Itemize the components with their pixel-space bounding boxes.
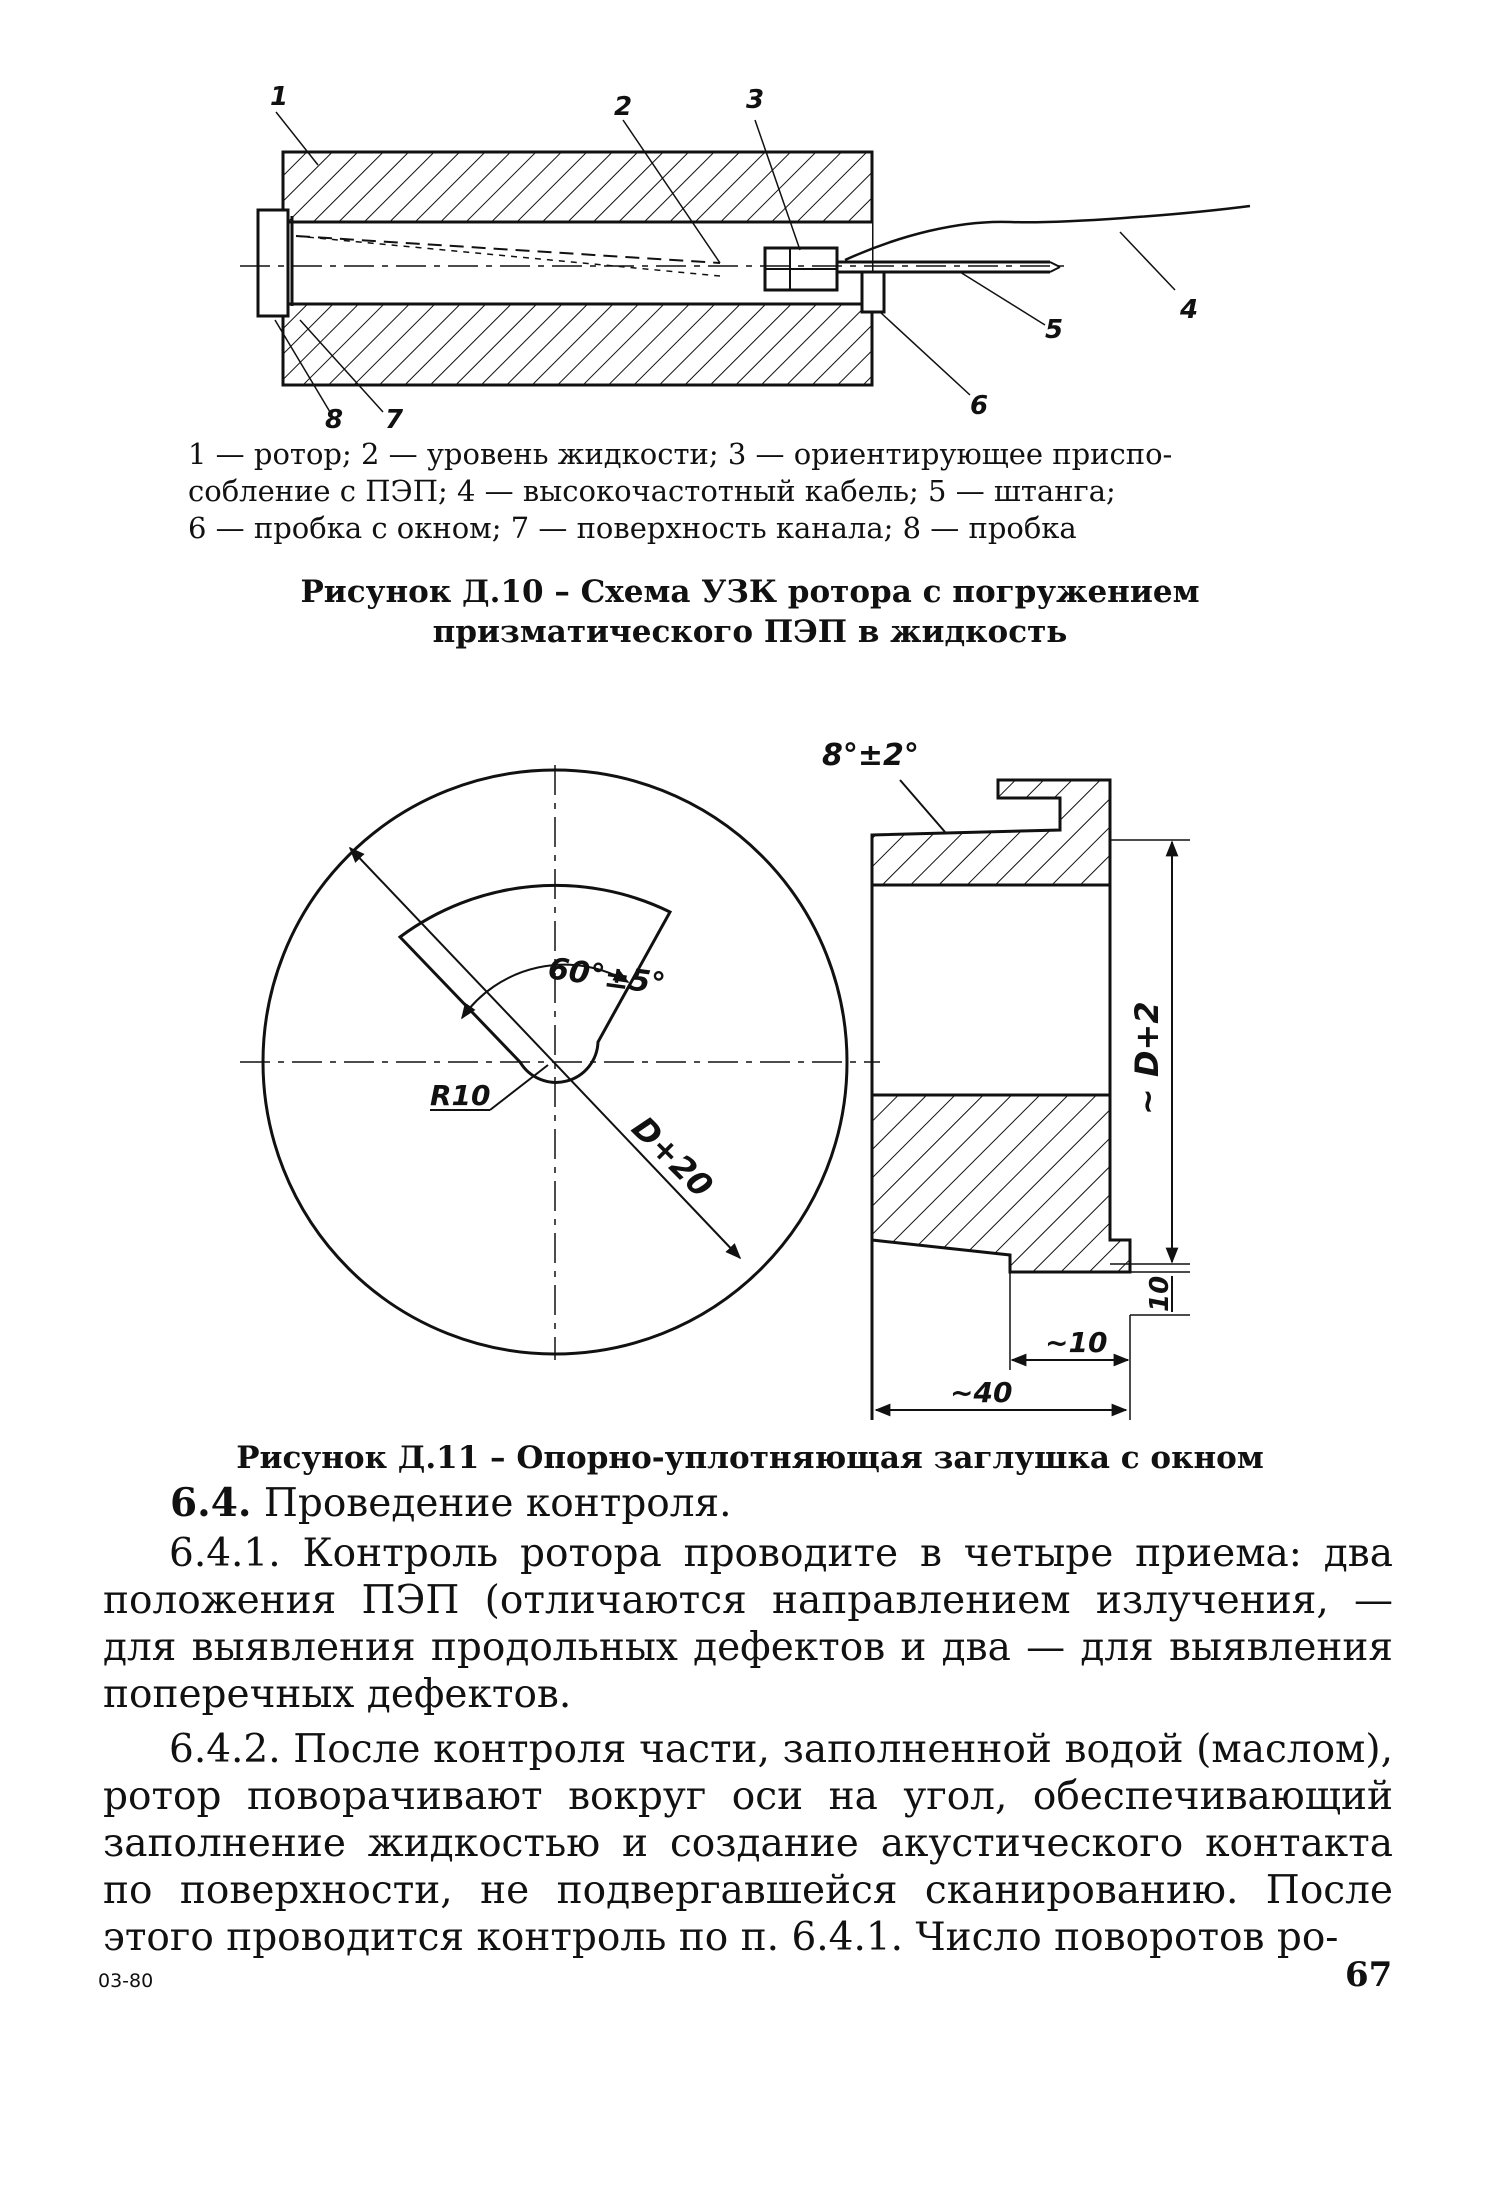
dim-step: 10 xyxy=(1145,1275,1175,1312)
fig1-label-7: 7 xyxy=(385,405,404,430)
dim-radius: R10 xyxy=(430,1079,491,1112)
diameter-dimension xyxy=(350,848,740,1258)
caption-line: Рисунок Д.10 – Схема УЗК ротора с погружением xyxy=(300,574,1200,610)
figure-caption xyxy=(150,572,1350,652)
fig1-label-5: 5 xyxy=(1045,315,1064,345)
section-number: 6.4. xyxy=(170,1480,252,1526)
plug xyxy=(258,210,288,316)
dim-angle-top: 8°±2° xyxy=(822,738,919,773)
fig1-label-6: 6 xyxy=(970,391,989,421)
fig1-label-1: 1 xyxy=(270,82,289,112)
dim-sector: 60°±5° xyxy=(545,951,668,1003)
fig1-label-2: 2 xyxy=(614,92,633,122)
dim-width-10: ~10 xyxy=(1045,1326,1108,1359)
legend-line: собление с ПЭП; 4 — высокочастотный кабель; 5 — штанга; xyxy=(188,474,1116,508)
dim-diameter: D+20 xyxy=(624,1108,721,1205)
plug-window xyxy=(862,272,884,312)
figure-caption-d11: Рисунок Д.11 – Опорно-уплотняющая заглушка с окном xyxy=(236,1440,1264,1476)
figure-plug-drawing xyxy=(0,720,1492,1440)
legend-line: 6 — пробка с окном; 7 — поверхность канала; 8 — пробка xyxy=(188,511,1077,545)
dim-width-40: ~40 xyxy=(950,1376,1013,1409)
hf-cable xyxy=(845,206,1250,260)
dim-height: ~ D+2 xyxy=(1128,1001,1166,1115)
figure-rotor-scheme xyxy=(0,0,1492,430)
section-bottom xyxy=(872,1095,1130,1272)
paragraph: 6.4.1. Контроль ротора проводите в четыре приема: два положения ПЭП (отличаются направлением излучения, — для выявления продольных дефектов и два — для выявления поперечных дефектов. xyxy=(103,1531,1393,1717)
section-top-ring xyxy=(872,780,1110,885)
fig1-label-8: 8 xyxy=(325,405,344,430)
fig1-label-4: 4 xyxy=(1180,295,1199,325)
legend-line: 1 — ротор; 2 — уровень жидкости; 3 — ориентирующее приспо- xyxy=(188,437,1173,471)
section-title: Проведение контроля. xyxy=(263,1481,732,1526)
footer-code: 03-80 xyxy=(98,1970,154,1992)
body-text xyxy=(103,1530,1393,1961)
caption-line: призматического ПЭП в жидкость xyxy=(432,614,1068,650)
page-number: 67 xyxy=(1345,1955,1393,1995)
figure-legend xyxy=(188,436,1288,547)
paragraph: 6.4.2. После контроля части, заполненной водой (маслом), ротор поворачивают вокруг оси на угол, обеспечивающий заполнение жидкостью и создание акустического контакта по поверхности, не подвергавшейся сканированию. После этого проводится контроль по п. 6.4.1. Число поворотов ро- xyxy=(103,1727,1393,1960)
fig1-label-3: 3 xyxy=(746,85,765,115)
section-heading xyxy=(170,1480,732,1527)
